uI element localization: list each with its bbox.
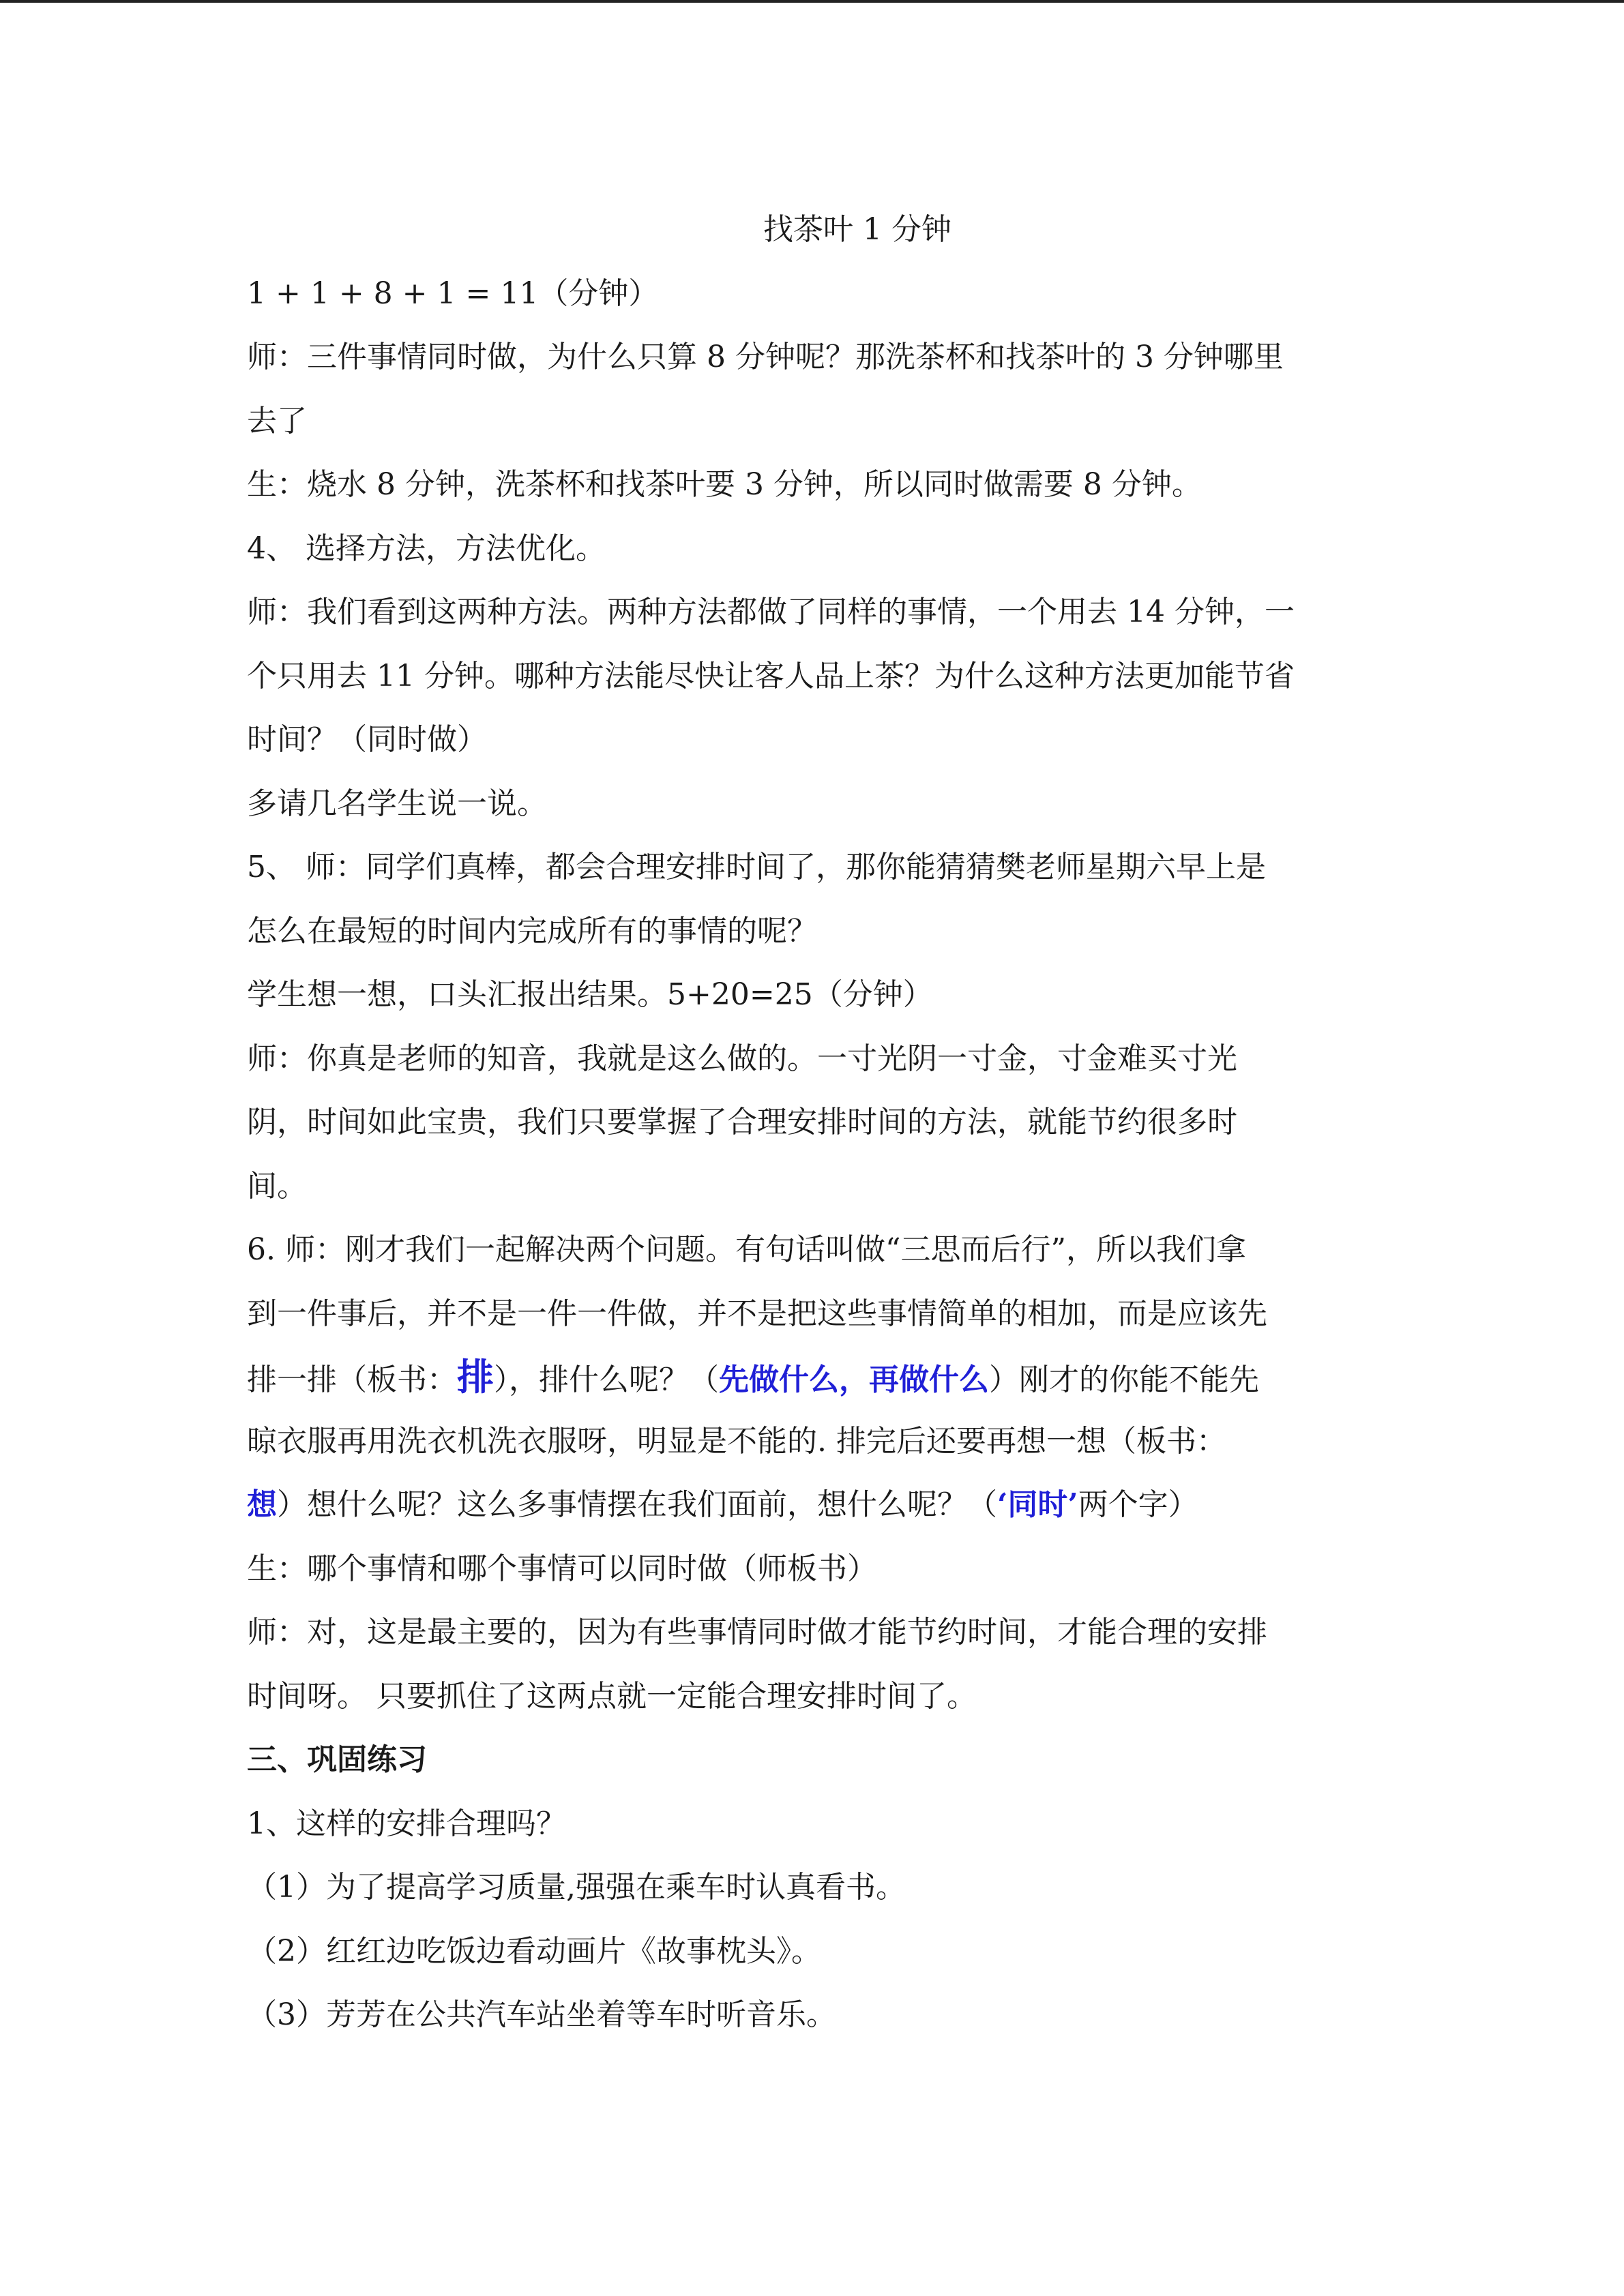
highlight-phrase: ‘同时’ — [997, 1487, 1078, 1522]
paragraph-line-highlighted — [247, 1345, 1379, 1410]
paragraph-line: 师：三件事情同时做，为什么只算 8 分钟呢？那洗茶杯和找茶叶的 3 分钟哪里 — [247, 340, 1284, 374]
paragraph-line: 晾衣服再用洗衣机洗衣服呀，明显是不能的. 排完后还要再想一想（板书： — [247, 1423, 1226, 1459]
paragraph-line: 生：烧水 8 分钟，洗茶杯和找茶叶要 3 分钟，所以同时做需要 8 分钟。 — [247, 467, 1202, 502]
paragraph-line: 阴，时间如此宝贵，我们只要掌握了合理安排时间的方法，就能节约很多时 — [247, 1105, 1237, 1139]
paragraph-line-highlighted — [247, 1473, 1379, 1537]
section-item-6: 6. 师：刚才我们一起解决两个问题。有句话叫做“三思而后行”，所以我们拿 — [247, 1232, 1246, 1267]
highlight-phrase: 先做什么，再做什么 — [719, 1362, 989, 1397]
paragraph-line: 时间呀。 只要抓住了这两点就一定能合理安排时间了。 — [247, 1678, 977, 1714]
paragraph-line: 学生想一想，口头汇报出结果。5+20=25（分钟） — [247, 977, 933, 1012]
paragraph-line: 怎么在最短的时间内完成所有的事情的呢？ — [247, 913, 817, 949]
section-item-5: 5、 师：同学们真棒，都会合理安排时间了，那你能猜猜樊老师星期六早上是 — [247, 850, 1266, 884]
paragraph-line: 多请几名学生说一说。 — [247, 786, 547, 821]
paragraph-line: 师：你真是老师的知音，我就是这么做的。一寸光阴一寸金，寸金难买寸光 — [247, 1041, 1237, 1076]
text-segment: 两个字） — [1078, 1487, 1198, 1522]
exercise-item-3: （3）芳芳在公共汽车站坐着等车时听音乐。 — [247, 1997, 836, 2032]
paragraph-line: 个只用去 11 分钟。哪种方法能尽快让客人品上茶？为什么这种方法更加能节省 — [247, 658, 1295, 694]
text-segment: 排一排（板书： — [247, 1362, 457, 1397]
paragraph-line: 间。 — [247, 1168, 307, 1204]
text-segment: ），排什么呢？（ — [494, 1362, 719, 1397]
paragraph-line: 去了 — [247, 403, 307, 438]
highlight-board-word: 排 — [457, 1355, 494, 1399]
exercise-question: 1、这样的安排合理吗？ — [247, 1806, 566, 1841]
formula-line: 1 + 1 + 8 + 1 = 11（分钟） — [247, 275, 659, 311]
page-top-border — [0, 0, 1624, 3]
section-item-4: 4、 选择方法，方法优化。 — [247, 531, 606, 566]
document-page — [247, 198, 1379, 2047]
section-heading: 三、巩固练习 — [247, 1742, 427, 1777]
paragraph-line: 师：我们看到这两种方法。两种方法都做了同样的事情，一个用去 14 分钟，一 — [247, 595, 1295, 629]
heading-line: 找茶叶 1 分钟 — [763, 212, 951, 247]
exercise-item-2: （2）红红边吃饭边看动画片《故事枕头》。 — [247, 1933, 821, 1969]
exercise-item-1: （1）为了提高学习质量,强强在乘车时认真看书。 — [247, 1870, 906, 1905]
paragraph-line: 生：哪个事情和哪个事情可以同时做（师板书） — [247, 1551, 877, 1586]
highlight-board-word: 想 — [247, 1487, 277, 1522]
text-segment: ）想什么呢？这么多事情摆在我们面前，想什么呢？（ — [277, 1487, 997, 1522]
paragraph-line: 到一件事后，并不是一件一件做，并不是把这些事情简单的相加，而是应该先 — [247, 1296, 1267, 1331]
text-segment: ）刚才的你能不能先 — [989, 1362, 1259, 1397]
paragraph-line: 时间？（同时做） — [247, 722, 487, 757]
paragraph-line: 师：对，这是最主要的，因为有些事情同时做才能节约时间，才能合理的安排 — [247, 1615, 1267, 1650]
